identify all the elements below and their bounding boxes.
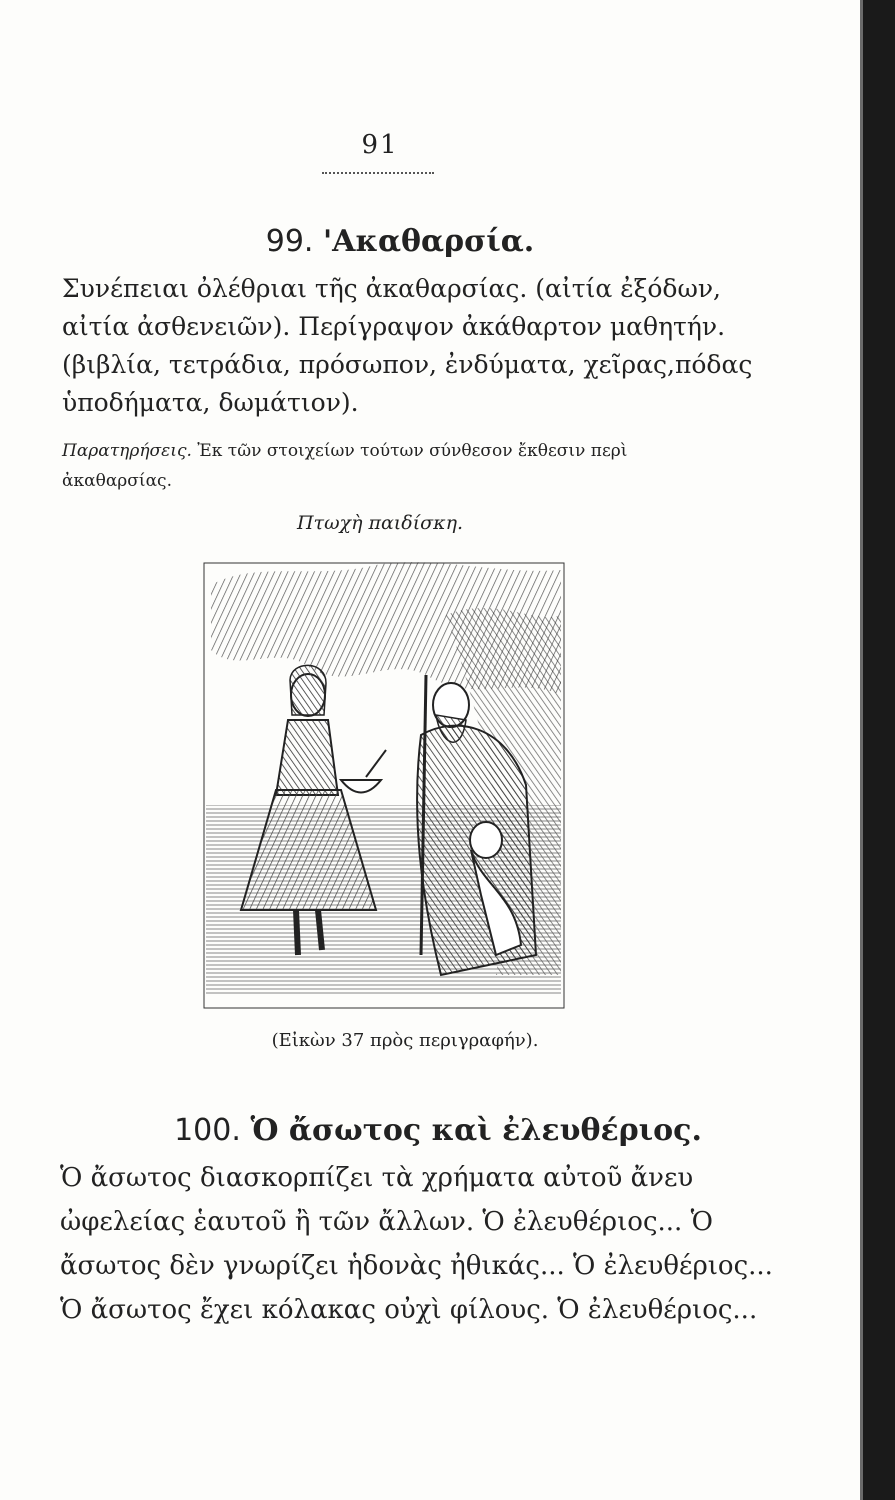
body-line: (βιβλία, τετράδια, πρόσωπον, ἐνδύματα, χεῖρας,πόδας bbox=[62, 350, 753, 379]
section-100-heading bbox=[48, 1113, 828, 1148]
observations-text: Ἐκ τῶν στοιχείων τούτων σύνθεσον ἔκθεσιν περὶ bbox=[197, 441, 628, 461]
body-line: ὠφελείας ἑαυτοῦ ἢ τῶν ἄλλων. Ὁ ἐλευθέριος... Ὁ bbox=[60, 1207, 713, 1237]
page-number: 91 bbox=[361, 130, 399, 160]
section-99-title: 'Ακαθαρσία. bbox=[323, 224, 535, 259]
body-line: αἰτία ἀσθενειῶν). Περίγραψον ἀκάθαρτον μαθητήν. bbox=[62, 312, 726, 341]
scan-border bbox=[863, 0, 895, 1500]
section-99-body bbox=[62, 270, 752, 422]
section-100-title: Ὁ ἄσωτος καὶ ἐλευθέριος. bbox=[250, 1113, 702, 1148]
figure-caption: (Εἰκὼν 37 πρὸς περιγραφήν). bbox=[271, 1030, 539, 1051]
page-number-rule bbox=[322, 172, 434, 174]
observations-text-cont: ἀκαθαρσίας. bbox=[62, 471, 172, 491]
observations bbox=[62, 436, 752, 496]
observations-label: Παρατηρήσεις. bbox=[62, 441, 192, 461]
figure-title: Πτωχὴ παιδίσκη. bbox=[296, 512, 464, 534]
section-100-body bbox=[60, 1156, 773, 1332]
body-line: ἄσωτος δὲν γνωρίζει ἡδονὰς ἠθικάς... Ὁ ἐλευθέριος... bbox=[60, 1251, 773, 1281]
body-line: Συνέπειαι ὀλέθριαι τῆς ἀκαθαρσίας. (αἰτία ἐξόδων, bbox=[62, 274, 722, 303]
section-99-number: 99. bbox=[265, 224, 314, 259]
engraving-illustration bbox=[196, 555, 574, 1015]
body-line: Ὁ ἄσωτος διασκορπίζει τὰ χρήματα αὐτοῦ ἄνευ bbox=[60, 1163, 694, 1193]
section-100-number: 100. bbox=[174, 1113, 241, 1148]
body-line: ὑποδήματα, δωμάτιον). bbox=[62, 388, 359, 417]
body-line: Ὁ ἄσωτος ἔχει κόλακας οὐχὶ φίλους. Ὁ ἐλευθέριος... bbox=[60, 1295, 758, 1325]
section-99-heading bbox=[10, 224, 790, 259]
